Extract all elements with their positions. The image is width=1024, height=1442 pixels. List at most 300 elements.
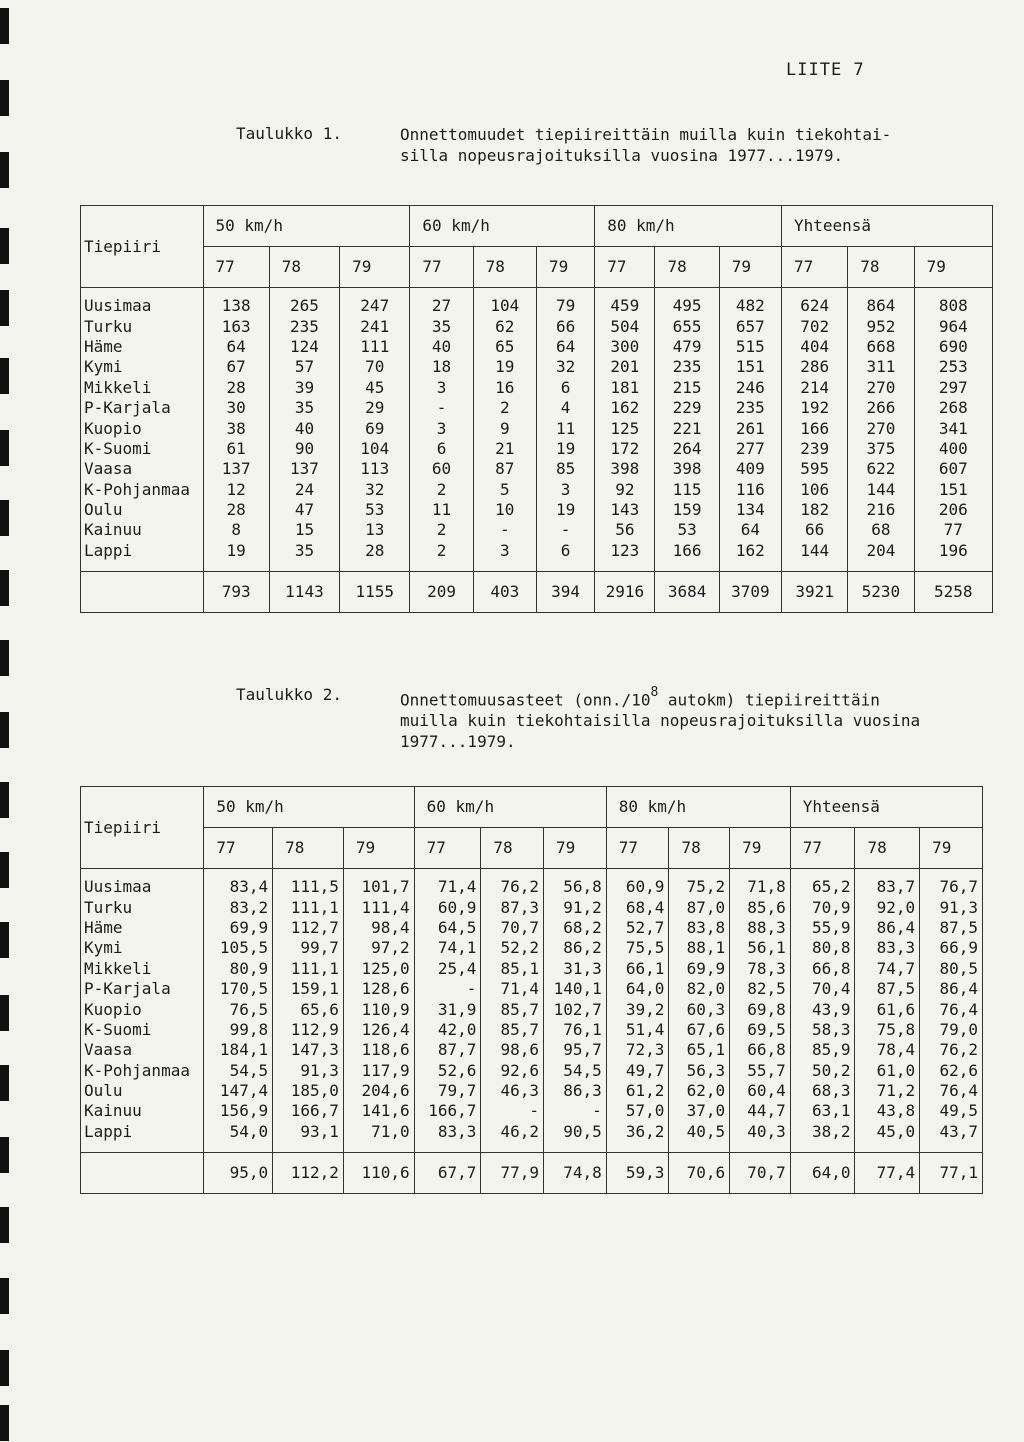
total-cell: 1143 [269,572,339,613]
table-cell: 166 [655,541,719,572]
table-cell: 104 [473,288,536,317]
table-cell: 24 [269,480,339,500]
table-cell: 80,5 [920,959,983,979]
column-year-header: 77 [203,247,269,288]
table-cell: 196 [914,541,992,572]
table-cell: 66,1 [606,959,669,979]
table-cell: 65,6 [273,999,344,1019]
table-cell: 47 [269,500,339,520]
table-cell: 49,7 [606,1061,669,1081]
table-cell: 68,3 [790,1081,855,1101]
table-cell: 70,7 [481,918,544,938]
table-cell: 2 [410,480,473,500]
table-cell: 21 [473,439,536,459]
row-name: Mikkeli [84,377,152,397]
table-cell: 79,0 [920,1020,983,1040]
table-cell: 92,0 [855,897,920,917]
table-cell: 297 [914,378,992,398]
table-cell: 64 [536,337,594,357]
table-cell: 76,4 [920,999,983,1019]
table-cell: 70,9 [790,897,855,917]
column-year-header: 77 [414,828,481,869]
table-cell: 125 [595,418,655,438]
table-cell: 162 [719,541,781,572]
row-name: Lappi [84,540,133,560]
row-name: P-Karjala [84,398,171,418]
table-cell: 69 [340,418,410,438]
table-cell: 115 [655,480,719,500]
table-row [81,999,983,1019]
table-cell: 62 [473,316,536,336]
table-cell: 76,2 [920,1040,983,1060]
total-cell: 112,2 [273,1153,344,1194]
table-cell: 221 [655,418,719,438]
table-cell: 311 [848,357,914,377]
table-cell: 159,1 [273,979,344,999]
total-row-label [81,572,204,613]
column-year-header: 77 [606,828,669,869]
table-cell: 83,2 [204,897,273,917]
table-cell: 101,7 [343,869,414,898]
table-cell: 71,2 [855,1081,920,1101]
column-group-header: 80 km/h [606,787,790,828]
table-cell: 277 [719,439,781,459]
table-cell: 61,0 [855,1061,920,1081]
table-cell: 124 [269,337,339,357]
table-cell: 138 [203,288,269,317]
column-year-header: 79 [920,828,983,869]
column-year-header: 77 [410,247,473,288]
total-cell: 70,6 [669,1153,730,1194]
table-cell: 270 [848,418,914,438]
table-cell: 215 [655,378,719,398]
table-cell: 70 [340,357,410,377]
table-row [81,1061,983,1081]
table-cell: 53 [655,520,719,540]
table-cell: 63,1 [790,1101,855,1121]
table-cell: 92 [595,480,655,500]
row-name: Uusimaa [84,877,152,897]
table-cell: 70,4 [790,979,855,999]
table-cell: 99,8 [204,1020,273,1040]
table-row [81,520,993,540]
annex-label: LIITE 7 [786,60,865,80]
table-cell: 87,7 [414,1040,481,1060]
total-cell: 3709 [719,572,781,613]
table-cell: 19 [536,439,594,459]
table-cell: 28 [203,500,269,520]
row-name: Oulu [84,500,123,520]
table-cell: 952 [848,316,914,336]
table-cell: 35 [269,398,339,418]
total-cell: 77,9 [481,1153,544,1194]
table-cell: 156,9 [204,1101,273,1121]
table-cell: 2 [410,520,473,540]
table-cell: 184,1 [204,1040,273,1060]
table-cell: 690 [914,337,992,357]
table-cell: 66,8 [730,1040,791,1060]
table-cell: 92,6 [481,1061,544,1081]
table-cell: 86,4 [855,918,920,938]
table-cell: 45,0 [855,1122,920,1153]
column-group-header: 50 km/h [203,206,410,247]
table-cell: 32 [340,480,410,500]
table-cell: 264 [655,439,719,459]
row-name: Kymi [84,357,123,377]
table-cell: 87,5 [855,979,920,999]
header-row-groups [81,206,993,247]
column-year-header: 78 [273,828,344,869]
table-cell: 67,6 [669,1020,730,1040]
table-row [81,480,993,500]
row-name: Häme [84,336,123,356]
table-cell: 76,7 [920,869,983,898]
table-cell: 52,7 [606,918,669,938]
row-name: Lappi [84,1121,133,1141]
table-cell: 88,1 [669,938,730,958]
table-cell: 65 [473,337,536,357]
table-row [81,316,993,336]
table-cell: 76,5 [204,999,273,1019]
table-cell: - [481,1101,544,1121]
table-cell: 144 [848,480,914,500]
table-cell: 624 [782,288,848,317]
table2-label: Taulukko 2. [236,685,342,704]
table-cell: 86,3 [544,1081,607,1101]
table-cell: 479 [655,337,719,357]
table-cell: 201 [595,357,655,377]
table-row [81,1101,983,1121]
table-cell: 172 [595,439,655,459]
binder-mark [0,1207,9,1243]
table-cell: 85,9 [790,1040,855,1060]
total-row [81,1153,983,1194]
table-cell: 43,7 [920,1122,983,1153]
total-cell: 67,7 [414,1153,481,1194]
total-row-label [81,1153,204,1194]
row-name: Kainuu [84,520,142,540]
binder-mark [0,922,9,958]
table-cell: 341 [914,418,992,438]
total-cell: 77,1 [920,1153,983,1194]
row-name: Kuopio [84,999,142,1019]
table-cell: 204 [848,541,914,572]
table-cell: 13 [340,520,410,540]
table-cell: 110,9 [343,999,414,1019]
table-cell: 78,3 [730,959,791,979]
table-cell: 229 [655,398,719,418]
table-row [81,938,983,958]
table-cell: 111,1 [273,897,344,917]
table-cell: 214 [782,378,848,398]
table-cell: 66 [782,520,848,540]
column-group-header: 50 km/h [204,787,414,828]
table-cell: 118,6 [343,1040,414,1060]
table-row [81,1040,983,1060]
table-cell: 151 [719,357,781,377]
table-cell: 3 [473,541,536,572]
table1-title: Onnettomuudet tiepiireittäin muilla kuin tiekohtai- silla nopeusrajoituksilla vuosina 1977...1979. [400,125,892,165]
table-cell: 261 [719,418,781,438]
table-row [81,439,993,459]
table-cell: 77 [914,520,992,540]
table-cell: 38,2 [790,1122,855,1153]
table-cell: 113 [340,459,410,479]
table-cell: 45 [340,378,410,398]
binder-mark [0,152,9,188]
table-cell: 61,6 [855,999,920,1019]
table-cell: 40,3 [730,1122,791,1153]
table-cell: 74,1 [414,938,481,958]
table-cell: 111,1 [273,959,344,979]
table-cell: 49,5 [920,1101,983,1121]
table-cell: 85,6 [730,897,791,917]
table-cell: 39,2 [606,999,669,1019]
table-cell: 11 [536,418,594,438]
binder-mark [0,852,9,888]
row-name: K-Suomi [84,438,152,458]
table-cell: 128,6 [343,979,414,999]
header-row-years [81,247,993,288]
binder-mark [0,1350,9,1386]
table-cell: 105,5 [204,938,273,958]
table-cell: 655 [655,316,719,336]
table-cell: 137 [269,459,339,479]
table-cell: 31,9 [414,999,481,1019]
table-row [81,357,993,377]
table-row [81,869,983,898]
table-cell: 247 [340,288,410,317]
table-cell: 69,9 [204,918,273,938]
table-row [81,418,993,438]
table-cell: 12 [203,480,269,500]
table-cell: 668 [848,337,914,357]
column-group-header: 60 km/h [414,787,606,828]
table1-label: Taulukko 1. [236,124,342,143]
table-cell: 69,5 [730,1020,791,1040]
table-cell: 266 [848,398,914,418]
binder-mark [0,1065,9,1101]
table-row [81,897,983,917]
table-cell: 87 [473,459,536,479]
table-cell: 71,8 [730,869,791,898]
table-cell: 75,8 [855,1020,920,1040]
column-year-header: 77 [595,247,655,288]
table-cell: 62,0 [669,1081,730,1101]
table-cell: 35 [269,541,339,572]
table-cell: 185,0 [273,1081,344,1101]
column-group-header: Yhteensä [790,787,982,828]
table-cell: 111,5 [273,869,344,898]
table-cell: 58,3 [790,1020,855,1040]
table-cell: 69,8 [730,999,791,1019]
table-cell: 102,7 [544,999,607,1019]
table-cell: 5 [473,480,536,500]
table-cell: 104 [340,439,410,459]
table-cell: 964 [914,316,992,336]
binder-mark [0,570,9,606]
binder-mark [0,358,9,394]
table-cell: 37,0 [669,1101,730,1121]
total-cell: 3921 [782,572,848,613]
table-cell: 91,3 [273,1061,344,1081]
table-cell: 60,4 [730,1081,791,1101]
table-cell: 15 [269,520,339,540]
table-cell: 253 [914,357,992,377]
table-cell: 64,5 [414,918,481,938]
table-cell: 36,2 [606,1122,669,1153]
binder-mark [0,782,9,818]
table-cell: 270 [848,378,914,398]
table-cell: 65,1 [669,1040,730,1060]
table-cell: 80,9 [204,959,273,979]
table-cell: 19 [536,500,594,520]
table-cell: 9 [473,418,536,438]
table-cell: 398 [595,459,655,479]
table-cell: 42,0 [414,1020,481,1040]
table-cell: 495 [655,288,719,317]
total-cell: 209 [410,572,473,613]
row-name: Häme [84,917,123,937]
table-cell: 64 [719,520,781,540]
table-cell: 134 [719,500,781,520]
table-cell: 38 [203,418,269,438]
table-cell: 56,8 [544,869,607,898]
row-name: Kuopio [84,418,142,438]
table-cell: 166,7 [273,1101,344,1121]
table-cell: 88,3 [730,918,791,938]
table-cell: 83,4 [204,869,273,898]
table-cell: 246 [719,378,781,398]
table-cell: 10 [473,500,536,520]
table-cell: 151 [914,480,992,500]
header-row-groups [81,787,983,828]
table-cell: 141,6 [343,1101,414,1121]
table-cell: 65,2 [790,869,855,898]
table-cell: 181 [595,378,655,398]
column-header-tiepiiri: Tiepiiri [81,206,204,288]
column-year-header: 77 [782,247,848,288]
table-cell: 44,7 [730,1101,791,1121]
column-year-header: 79 [544,828,607,869]
table-cell: 95,7 [544,1040,607,1060]
column-header-tiepiiri: Tiepiiri [81,787,204,869]
column-year-header: 79 [914,247,992,288]
column-year-header: 78 [269,247,339,288]
table-cell: 27 [410,288,473,317]
table-cell: - [544,1101,607,1121]
table-cell: 75,2 [669,869,730,898]
table-row [81,288,993,317]
table-cell: 607 [914,459,992,479]
table-cell: 57 [269,357,339,377]
column-group-header: Yhteensä [782,206,993,247]
table-row [81,378,993,398]
row-name: K-Pohjanmaa [84,1060,190,1080]
total-row [81,572,993,613]
table-cell: 85,7 [481,999,544,1019]
table-cell: 147,4 [204,1081,273,1101]
row-name: Uusimaa [84,296,152,316]
table-cell: 60,9 [414,897,481,917]
table-row [81,500,993,520]
row-name: Mikkeli [84,958,152,978]
table-cell: 2 [473,398,536,418]
binder-mark [0,1278,9,1314]
total-cell: 403 [473,572,536,613]
table-cell: 52,6 [414,1061,481,1081]
table-cell: 112,7 [273,918,344,938]
binder-mark [0,1137,9,1173]
column-year-header: 78 [473,247,536,288]
table-row [81,1122,983,1153]
table-cell: 112,9 [273,1020,344,1040]
table-cell: 123 [595,541,655,572]
table-row [81,979,983,999]
table-row [81,1020,983,1040]
table-cell: 54,5 [544,1061,607,1081]
column-year-header: 79 [719,247,781,288]
table-cell: 80,8 [790,938,855,958]
column-group-header: 60 km/h [410,206,595,247]
table-cell: 40 [269,418,339,438]
column-year-header: 79 [340,247,410,288]
table-cell: 54,0 [204,1122,273,1153]
table-cell: 657 [719,316,781,336]
column-year-header: 77 [204,828,273,869]
header-row-years [81,828,983,869]
table-cell: 35 [410,316,473,336]
binder-mark [0,712,9,748]
row-name: Vaasa [84,1040,133,1060]
row-name: Kainuu [84,1101,142,1121]
table-cell: 66,8 [790,959,855,979]
table-cell: 239 [782,439,848,459]
table-cell: 25,4 [414,959,481,979]
table-cell: 93,1 [273,1122,344,1153]
table-cell: 79 [536,288,594,317]
table-cell: 4 [536,398,594,418]
table-cell: - [410,398,473,418]
table-row [81,918,983,938]
table-cell: 60,3 [669,999,730,1019]
table-cell: 99,7 [273,938,344,958]
table-cell: 300 [595,337,655,357]
table-cell: 68 [848,520,914,540]
table-cell: 117,9 [343,1061,414,1081]
column-year-header: 77 [790,828,855,869]
table-cell: 83,7 [855,869,920,898]
table-cell: 56,1 [730,938,791,958]
table-cell: 87,5 [920,918,983,938]
table-cell: 241 [340,316,410,336]
table-cell: 3 [410,378,473,398]
table-row [81,541,993,572]
table-cell: 19 [473,357,536,377]
table-cell: 71,4 [481,979,544,999]
table-cell: 43,9 [790,999,855,1019]
table-row [81,959,983,979]
binder-mark [0,995,9,1031]
table-cell: 235 [269,316,339,336]
table-row [81,337,993,357]
table-cell: 235 [719,398,781,418]
table-cell: 808 [914,288,992,317]
total-cell: 110,6 [343,1153,414,1194]
table-cell: 286 [782,357,848,377]
table-cell: 60,9 [606,869,669,898]
table-cell: 111 [340,337,410,357]
